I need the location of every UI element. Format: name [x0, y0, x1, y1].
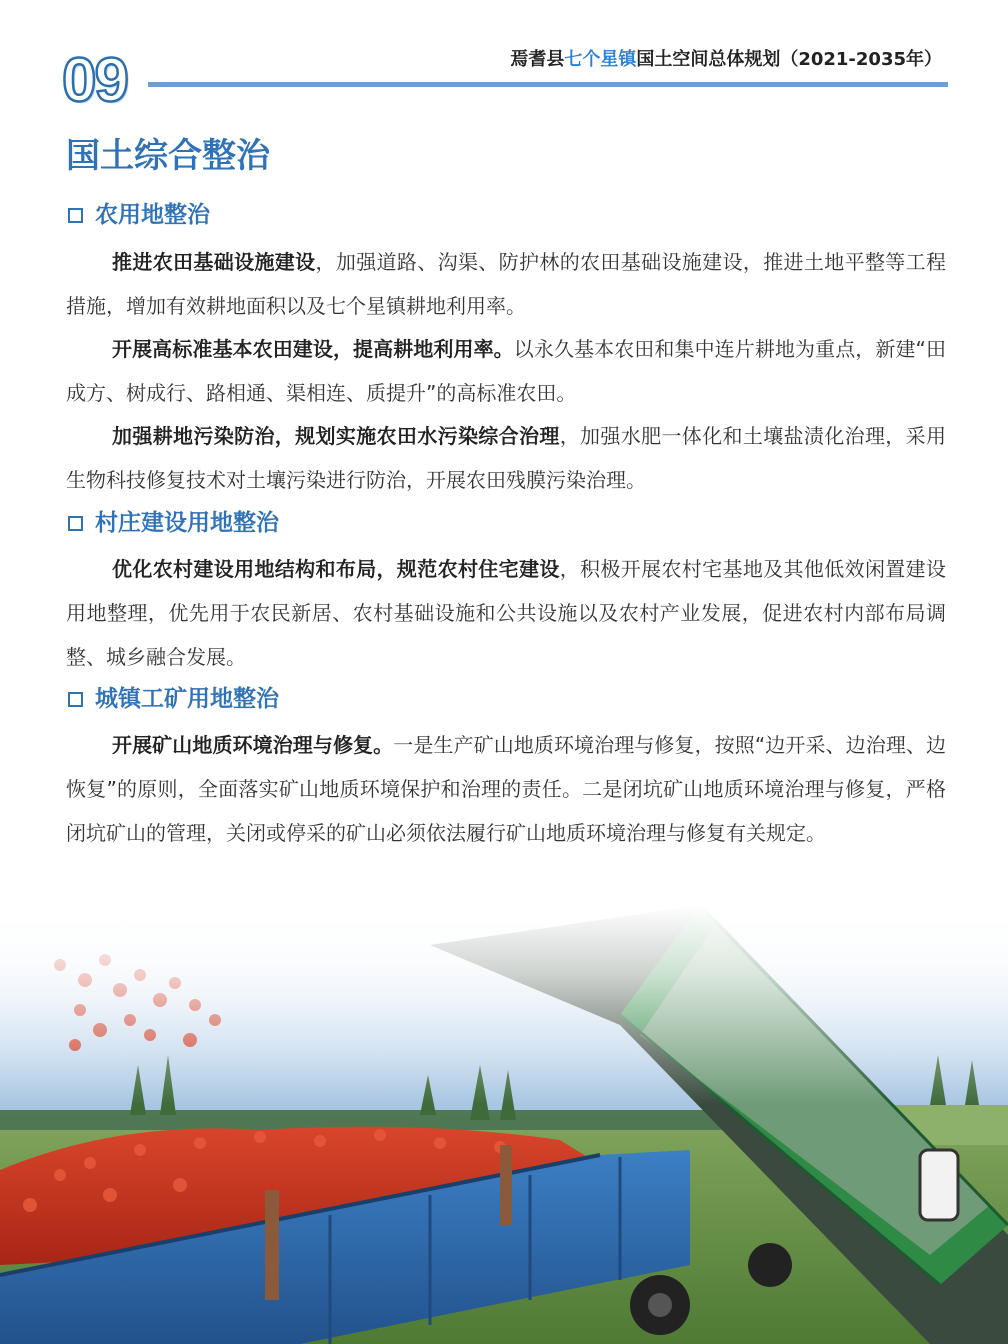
paragraph-body: 一是生产矿山地质环境治理与修复，按照“边开采、边治理、边恢复”的原则，全面落实矿山地质环境保护和治理的责任。二是闭坑矿山地质环境治理与修复，严格闭坑矿山的管理，关闭或停采的矿山必须依法履行矿山地质环境治理与修复有关规定。 — [66, 733, 946, 845]
header-rule — [148, 82, 948, 87]
section-title: 国土综合整治 — [66, 136, 270, 176]
paragraph-lead: 开展矿山地质环境治理与修复。 — [112, 733, 394, 757]
title-accent: 七个星镇 — [564, 49, 637, 70]
subsection-heading-village — [66, 507, 279, 539]
paragraph-lead: 优化农村建设用地结构和布局，规范农村住宅建设 — [112, 557, 560, 581]
square-bullet-icon — [68, 516, 83, 531]
title-suffix: 国土空间总体规划（2021-2035年） — [636, 49, 942, 70]
paragraph-body: ，积极开展农村宅基地及其他低效闲置建设用地整理，优先用于农民新居、农村基础设施和公共设施以及农村产业发展，促进农村内部布局调整、城乡融合发展。 — [66, 557, 947, 669]
subsection-title: 城镇工矿用地整治 — [95, 686, 279, 712]
paragraph — [66, 414, 946, 502]
subsection-heading-farmland — [66, 199, 210, 231]
paragraph — [66, 547, 946, 679]
subsection-heading-industrial — [66, 683, 279, 715]
page-number: 09 — [62, 46, 127, 115]
paragraph-lead: 加强耕地污染防治，规划实施农田水污染综合治理 — [112, 424, 560, 448]
square-bullet-icon — [68, 208, 83, 223]
paragraph-body: ，加强道路、沟渠、防护林的农田基础设施建设，推进土地平整等工程措施，增加有效耕地面积以及七个星镇耕地利用率。 — [66, 250, 946, 318]
square-bullet-icon — [68, 692, 83, 707]
paragraph-lead: 推进农田基础设施建设 — [112, 250, 316, 274]
paragraph — [66, 327, 946, 415]
paragraph — [66, 723, 946, 855]
paragraph-lead: 开展高标准基本农田建设，提高耕地利用率。 — [112, 337, 514, 361]
subsection-title: 村庄建设用地整治 — [95, 510, 279, 536]
paragraph — [66, 240, 946, 328]
tomato-harvest-photo — [0, 905, 1008, 1344]
paragraph-body: ，加强水肥一体化和土壤盐渍化治理，采用生物科技修复技术对土壤污染进行防治，开展农田残膜污染治理。 — [66, 424, 947, 492]
title-prefix: 焉耆县 — [510, 49, 565, 70]
paragraph-body: 以永久基本农田和集中连片耕地为重点，新建“田成方、树成行、路相通、渠相连、质提升”的高标准农田。 — [66, 337, 946, 405]
subsection-title: 农用地整治 — [95, 202, 210, 228]
document-title — [510, 48, 942, 72]
